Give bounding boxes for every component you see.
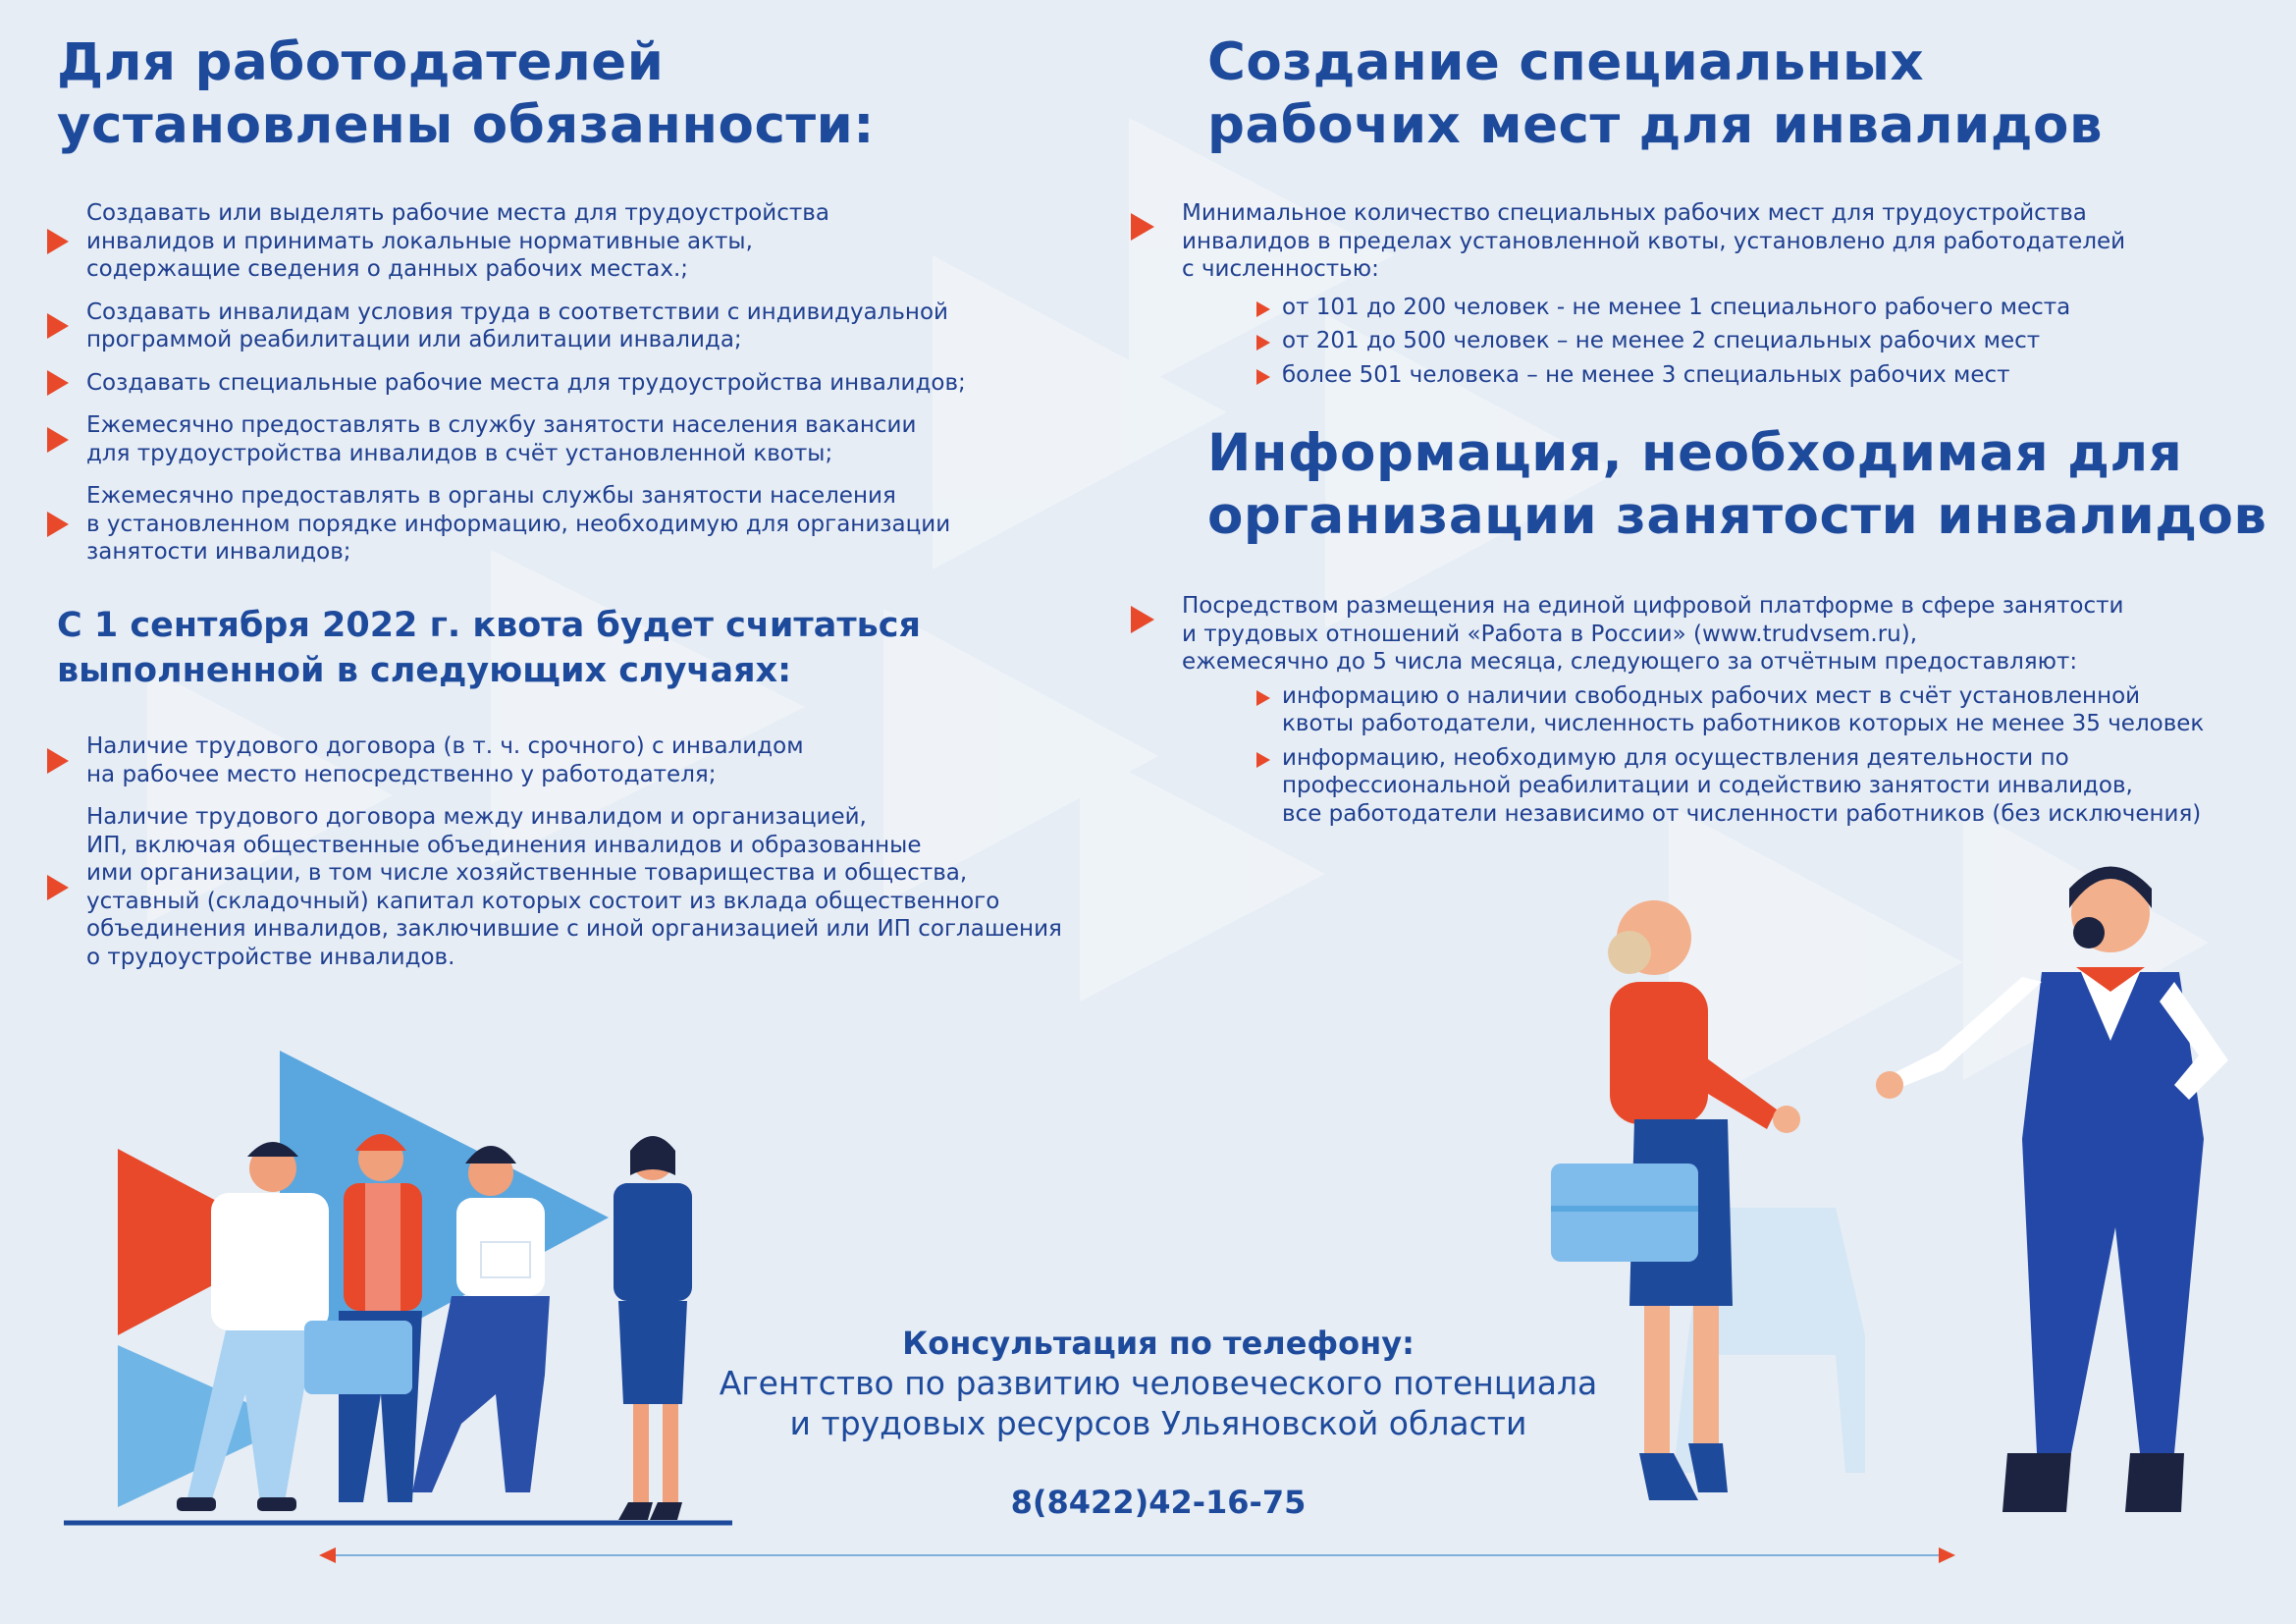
thresholds-list bbox=[1256, 294, 2260, 390]
special-workplaces-block bbox=[1131, 199, 2260, 395]
bottom-divider bbox=[319, 1547, 1955, 1563]
triangle-bullet-icon bbox=[1256, 335, 1270, 351]
triangle-bullet-icon bbox=[1131, 213, 1154, 241]
triangle-bullet-icon bbox=[47, 512, 69, 537]
triangle-bullet-icon bbox=[1256, 369, 1270, 385]
phone-number[interactable]: 8(8422)42-16-75 bbox=[1010, 1484, 1307, 1521]
info-intro: Посредством размещения на единой цифровой платформе в сфере занятости и трудовых отношений «Работа в России» (www.trudvsem.ru), ежемесячно до 5 числа месяца, следующего за отчётным предоставляют: bbox=[1182, 593, 2124, 675]
triangle-bullet-icon bbox=[47, 427, 69, 453]
duty-item: Создавать или выделять рабочие места для трудоустройства инвалидов и принимать локальные нормативные акты, содержащие сведения о данных рабочих местах.; bbox=[47, 199, 1127, 284]
threshold-item: более 501 человека – не менее 3 специальных рабочих мест bbox=[1256, 361, 2260, 390]
triangle-bullet-icon bbox=[1256, 752, 1270, 768]
triangle-bullet-icon bbox=[1131, 606, 1154, 633]
contact-block bbox=[628, 1324, 1688, 1522]
duties-list bbox=[47, 199, 1127, 581]
threshold-item: от 201 до 500 человек – не менее 2 специальных рабочих мест bbox=[1256, 327, 2260, 355]
employer-duties-title: Для работодателей установлены обязанности: bbox=[57, 32, 875, 155]
info-title: Информация, необходимая для организации занятости инвалидов bbox=[1207, 423, 2268, 546]
briefcase bbox=[1551, 1164, 1698, 1262]
info-item: информацию о наличии свободных рабочих мест в счёт установленной квоты работодатели, численность работников которых не менее 35 человек bbox=[1256, 682, 2269, 738]
quota-case-item: Наличие трудового договора между инвалидом и организацией, ИП, включая общественные объединения инвалидов и образованные ими организации, в том числе хозяйственные товарищества и общества, уставный (складочный) капитал которых состоит из вклада общественного объединения инвалидов, заключившие с иной организацией или ИП соглашения о трудоустройстве инвалидов. bbox=[47, 803, 1176, 971]
info-items-list bbox=[1256, 682, 2269, 829]
triangle-bullet-icon bbox=[47, 875, 69, 900]
triangle-bullet-icon bbox=[1256, 690, 1270, 706]
duty-item: Ежемесячно предоставлять в органы службы занятости населения в установленном порядке информацию, необходимую для организации занятости инвалидов; bbox=[47, 482, 1127, 567]
duty-item: Создавать инвалидам условия труда в соответствии с индивидуальной программой реабилитации или абилитации инвалида; bbox=[47, 298, 1127, 354]
contact-title: Консультация по телефону: bbox=[902, 1325, 1415, 1362]
duty-item: Ежемесячно предоставлять в службу занятости населения вакансии для трудоустройства инвалидов в счёт установленной квоты; bbox=[47, 411, 1127, 467]
quota-title: С 1 сентября 2022 г. квота будет считаться выполненной в следующих случаях: bbox=[57, 606, 921, 690]
triangle-bullet-icon bbox=[47, 313, 69, 339]
special-workplaces-intro: Минимальное количество специальных рабочих мест для трудоустройства инвалидов в пределах установленной квоты, установлено для работодателей с численностью: bbox=[1182, 200, 2126, 282]
info-block bbox=[1131, 592, 2269, 834]
triangle-bullet-icon bbox=[47, 370, 69, 396]
quota-case-item: Наличие трудового договора (в т. ч. срочного) с инвалидом на рабочее место непосредственно у работодателя; bbox=[47, 732, 1176, 788]
triangle-bullet-icon bbox=[1256, 301, 1270, 317]
special-workplaces-title: Создание специальных рабочих мест для инвалидов bbox=[1207, 32, 2104, 155]
quota-cases-list bbox=[47, 732, 1176, 986]
agency-name: Агентство по развитию человеческого потенциала и трудовых ресурсов Ульяновской области bbox=[719, 1364, 1598, 1442]
info-item: информацию, необходимую для осуществления деятельности по профессиональной реабилитации и содействию занятости инвалидов, все работодатели независимо от численности работников (без исключения) bbox=[1256, 744, 2269, 829]
threshold-item: от 101 до 200 человек - не менее 1 специального рабочего места bbox=[1256, 294, 2260, 322]
triangle-bullet-icon bbox=[47, 229, 69, 254]
duty-item: Создавать специальные рабочие места для трудоустройства инвалидов; bbox=[47, 369, 1127, 398]
triangle-bullet-icon bbox=[47, 748, 69, 774]
